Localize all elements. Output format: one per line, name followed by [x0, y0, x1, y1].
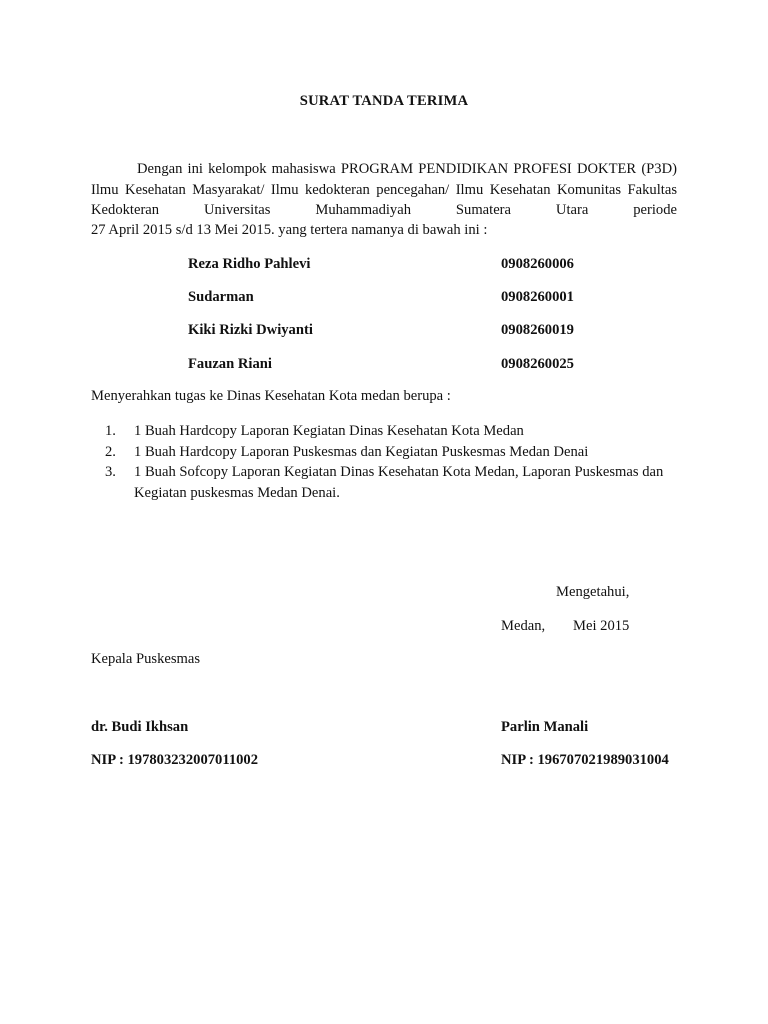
- place-label: Medan,: [501, 618, 546, 634]
- right-signer-name: Parlin Manali: [501, 719, 589, 735]
- place-date: [501, 618, 681, 638]
- list-item-text: 1 Buah Sofcopy Laporan Kegiatan Dinas Kesehatan Kota Medan, Laporan Puskesmas dan Kegiatan puskesmas Medan Denai.: [134, 464, 664, 501]
- member-row: [188, 356, 668, 376]
- left-signer-name: dr. Budi Ikhsan: [91, 719, 189, 735]
- member-nim: 0908260025: [501, 356, 574, 372]
- intro-paragraph: Dengan ini kelompok mahasiswa PROGRAM PENDIDIKAN PROFESI DOKTER (P3D) Ilmu Kesehatan Masyarakat/ Ilmu kedokteran pencegahan/ Ilmu Kesehatan Komunitas Fakultas Kedokteran Universitas Muhammadiyah Sumatera Utara periode: [91, 161, 677, 218]
- intro-paragraph-last-line: 27 April 2015 s/d 13 Mei 2015. yang tertera namanya di bawah ini :: [91, 222, 488, 238]
- left-signer-nip: NIP : 197803232007011002: [91, 752, 259, 768]
- handover-statement: Menyerahkan tugas ke Dinas Kesehatan Kota medan berupa :: [91, 388, 451, 404]
- member-nim: 0908260001: [501, 289, 574, 305]
- member-name: Sudarman: [188, 289, 254, 305]
- list-item: [91, 442, 681, 463]
- list-item: [91, 421, 681, 442]
- member-nim: 0908260019: [501, 322, 574, 338]
- list-item-text: 1 Buah Hardcopy Laporan Kegiatan Dinas Kesehatan Kota Medan: [134, 423, 524, 439]
- member-row: [188, 289, 668, 309]
- member-name: Fauzan Riani: [188, 356, 272, 372]
- member-row: [188, 256, 668, 276]
- list-item: [91, 462, 681, 503]
- list-item-number: 1.: [105, 423, 116, 439]
- document-title: SURAT TANDA TERIMA: [299, 93, 469, 109]
- right-signer-nip: NIP : 196707021989031004: [501, 752, 669, 768]
- date-label: Mei 2015: [573, 618, 630, 634]
- member-name: Reza Ridho Pahlevi: [188, 256, 311, 272]
- left-signer-role: Kepala Puskesmas: [91, 651, 201, 667]
- acknowledged-label: Mengetahui,: [556, 584, 630, 600]
- member-row: [188, 322, 668, 342]
- member-nim: 0908260006: [501, 256, 574, 272]
- member-name: Kiki Rizki Dwiyanti: [188, 322, 313, 338]
- handover-items-list: [91, 421, 681, 503]
- list-item-text: 1 Buah Hardcopy Laporan Puskesmas dan Kegiatan Puskesmas Medan Denai: [134, 443, 589, 460]
- list-item-number: 3.: [105, 464, 116, 480]
- list-item-number: 2.: [105, 443, 116, 460]
